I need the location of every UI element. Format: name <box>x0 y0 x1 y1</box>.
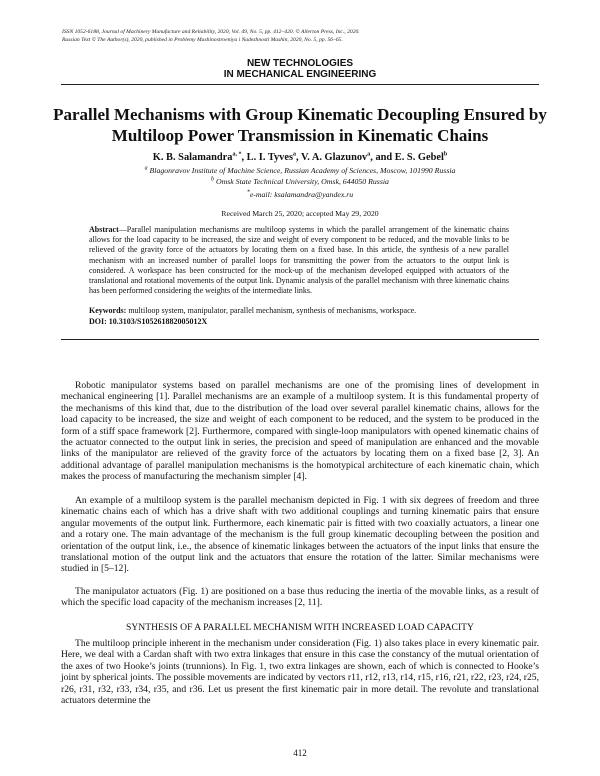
keywords-text: multiloop system, manipulator, parallel mechanism, synthesis of mechanisms, workspace. <box>126 306 417 315</box>
author-2: , L. I. Tyves <box>241 152 294 163</box>
author-4-mark: b <box>443 151 448 158</box>
author-3: , V. A. Glazunov <box>296 152 368 163</box>
affiliation-b-text: Omsk State Technical University, Omsk, 644050 Russia <box>214 177 389 186</box>
journal-header <box>62 28 542 44</box>
paragraph-3: The manipulator actuators (Fig. 1) are positioned on a base thus reducing the inertia of the movable links, as a result of which the specific load capacity of the mechanism increases [2, 11]. <box>61 586 539 609</box>
keywords-block <box>89 306 509 327</box>
email-text[interactable]: e-mail: ksalamandra@yandex.ru <box>249 190 354 199</box>
journal-header-line1: ISSN 1052-6188, Journal of Machinery Manufacture and Reliability, 2020, Vol. 49, No. 5, pp. 412–420. © Allerton Press, Inc., 2020. <box>62 29 360 35</box>
doi-label: DOI: <box>89 316 107 326</box>
affiliation-a-mark: a <box>144 165 148 172</box>
abstract-label: Abstract <box>89 225 119 234</box>
affiliation-b-mark: b <box>211 176 215 183</box>
section-title-line2: IN MECHANICAL ENGINEERING <box>223 69 377 80</box>
received-dates: Received March 25, 2020; accepted May 29, 2020 <box>221 209 379 218</box>
section-heading: SYNTHESIS OF A PARALLEL MECHANISM WITH INCREASED LOAD CAPACITY <box>126 622 474 633</box>
author-3-mark: a <box>367 151 371 158</box>
section-title-line1: NEW TECHNOLOGIES <box>246 58 354 69</box>
article-title: Parallel Mechanisms with Group Kinematic Decoupling Ensured by Multiloop Power Transmission in Kinematic Chains <box>53 105 547 145</box>
author-1: K. B. Salamandra <box>152 152 233 163</box>
section-rule <box>61 84 539 85</box>
email-mark: * <box>246 189 250 196</box>
affiliation-a <box>0 166 600 176</box>
doi <box>89 317 509 328</box>
authors <box>0 151 600 164</box>
affiliation-a-text: Blagonravov Institute of Machine Science, Russian Academy of Sciences, Moscow, 101990 Russia <box>147 166 456 175</box>
author-4: , and E. S. Gebel <box>370 152 444 163</box>
page-number: 412 <box>293 748 307 758</box>
paragraph-4: The multiloop principle inherent in the mechanism under consideration (Fig. 1) also takes place in every kinematic pair. Here, we deal with a Cardan shaft with two extra linkages that ensure in this case the constancy of the mutual orientation of the axes of two Hooke’s joints (trunnions). In Fig. 1, two extra linkages are shown, each of which is connected to Hooke’s joint by spherical joints. The possible movements are indicated by vectors r11, r12, r13, r14, r15, r16, r21, r22, r23, r24, r25, r26, r31, r32, r33, r34, r35, and r36. Let us present the first kinematic pair in more detail. The revolute and translational actuators determine the <box>61 638 539 707</box>
abstract-text: —Parallel manipulation mechanisms are multiloop systems in which the parallel arrangement of the kinematic chains allows for the load capacity to be increased, the size and weight of every component to be reduced, and the movable links to be relieved of the gravity force of the actuators by locating them on a fixed base. In this article, the synthesis of a new parallel mechanism with an increased number of parallel loops for transmitting the power from the actuators to the output link is considered. A workspace has been constructed for the mock-up of the mechanism developed equipped with actuators of the translational and rotational movements of the output link. Dynamic analysis of the parallel mechanism with three kinematic chains has been performed considering the weights of the intermediate links. <box>89 225 509 296</box>
abstract-rule <box>61 339 539 340</box>
keywords-label: Keywords: <box>89 306 127 315</box>
journal-header-line2: Russian Text © The Author(s), 2020, published in Problemy Mashinostroeniya i Nadezhnosti Mashin, 2020, No. 5, pp. 56–65. <box>62 37 343 43</box>
doi-text[interactable]: 10.3103/S105261882005012X <box>106 316 208 326</box>
email <box>0 190 600 200</box>
affiliation-b <box>0 177 600 187</box>
abstract <box>89 225 509 296</box>
author-2-mark: a <box>293 151 297 158</box>
keywords <box>89 306 509 317</box>
author-1-mark: a, * <box>232 151 242 158</box>
paragraph-2: An example of a multiloop system is the parallel mechanism depicted in Fig. 1 with six degrees of freedom and three kinematic chains each of which has a drive shaft with two additional couplings and turning kinematic pairs that ensure angular movements of the output link. Furthermore, each kinematic pair is fitted with two coaxially actuators, a linear one and a rotary one. The main advantage of the mechanism is the full group kinematic decoupling between the position and orientation of the output link, i.e., the absence of kinematic linkages between the actuators of the input links that ensure the translational motion of the output link and the actuators that ensure the rotation of the latter. Similar mechanisms were studied in [5–12]. <box>61 495 539 575</box>
paragraph-1: Robotic manipulator systems based on parallel mechanisms are one of the promising lines of development in mechanical engineering [1]. Parallel mechanisms are an example of a multiloop system. It is this fundamental property of the mechanisms of this kind that, due to the distribution of the load over several parallel kinematic chains, allows for the load capacity to be increased, the size and weight of each component to be reduced, and the system to be produced in the form of a stiff space framework [2]. Furthermore, compared with single-loop manipulators with opened kinematic chains of the actuator connected to the output link in series, the precision and speed of manipulation are enhanced and the movable links of the manipulator are relieved of the gravity force of the actuators by locating them on a fixed base [2, 3]. An additional advantage of parallel manipulation mechanisms is the homotypical architecture of each kinematic chain, which makes the process of manufacturing the mechanism simpler [4]. <box>61 380 539 483</box>
